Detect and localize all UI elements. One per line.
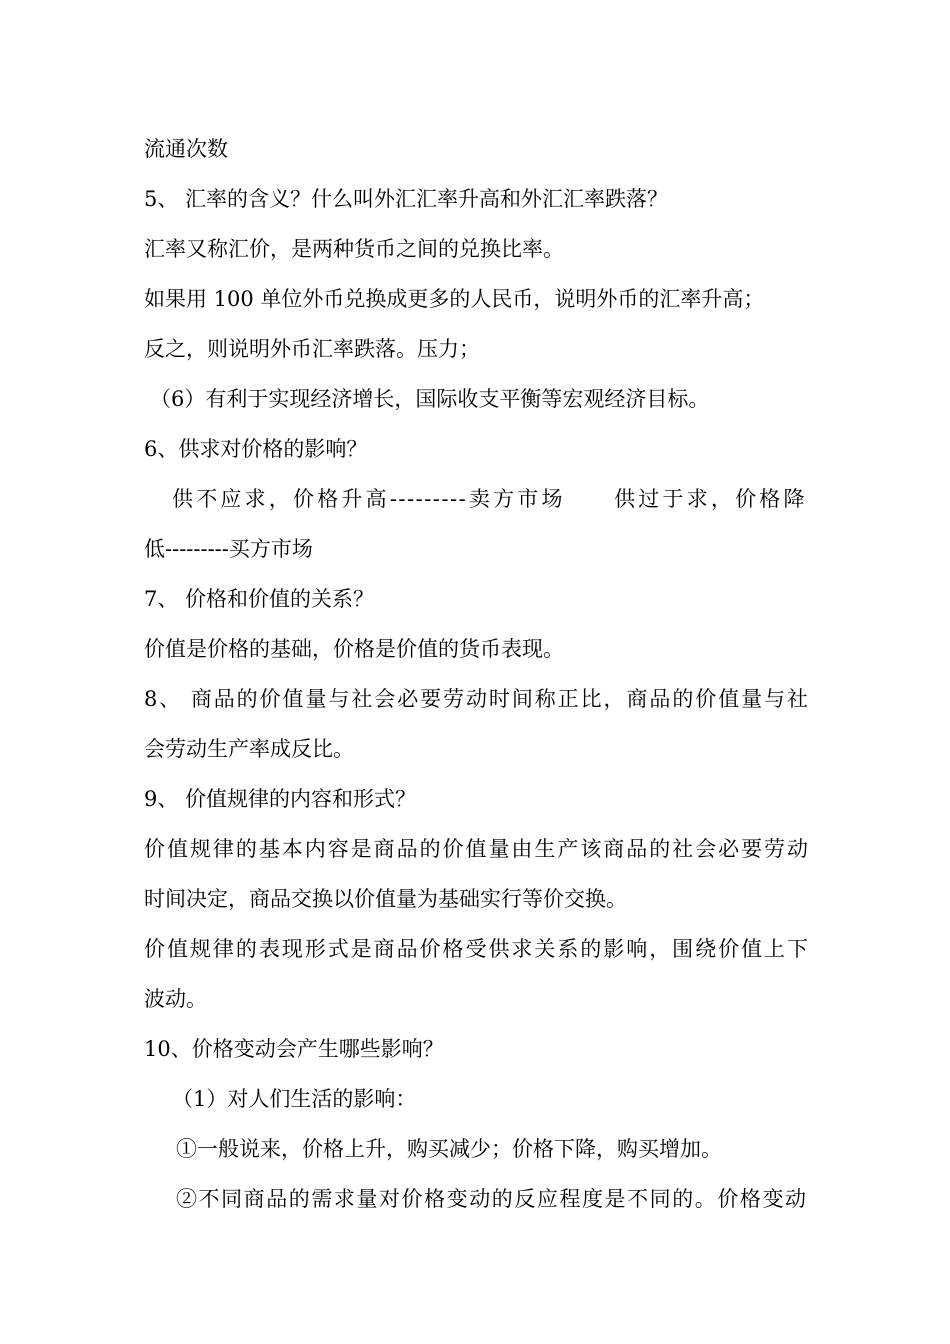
question-heading: 6、供求对价格的影响？: [144, 437, 368, 461]
text-line: 价值规律的基本内容是商品的价值量由生产该商品的社会必要劳动: [144, 837, 808, 861]
text-line: ②不同商品的需求量对价格变动的反应程度是不同的。价格变动: [176, 1187, 806, 1211]
text-line: ①一般说来，价格上升，购买减少；价格下降，购买增加。: [176, 1137, 722, 1161]
text-line: 反之，则说明外币汇率跌落。压力；: [144, 337, 480, 361]
text-line: 供不应求，价格升高---------卖方市场 供过于求，价格降: [172, 487, 806, 511]
text-line: 流通次数: [144, 137, 228, 161]
text-line: 8、 商品的价值量与社会必要劳动时间称正比，商品的价值量与社: [144, 687, 808, 711]
question-heading: 5、 汇率的含义？什么叫外汇汇率升高和外汇汇率跌落？: [144, 187, 669, 211]
text-line: 价值规律的表现形式是商品价格受供求关系的影响，围绕价值上下: [144, 937, 808, 961]
question-heading: 9、 价值规律的内容和形式？: [144, 787, 417, 811]
question-heading: 7、 价格和价值的关系？: [144, 587, 375, 611]
text-line: （1）对人们生活的影响：: [172, 1087, 417, 1111]
question-heading: 10、价格变动会产生哪些影响？: [144, 1037, 444, 1061]
text-line: 低---------买方市场: [144, 537, 313, 561]
text-line: 如果用 100 单位外币兑换成更多的人民币，说明外币的汇率升高；: [144, 287, 765, 311]
text-line: 汇率又称汇价，是两种货币之间的兑换比率。: [144, 237, 564, 261]
text-line: 时间决定，商品交换以价值量为基础实行等价交换。: [144, 887, 627, 911]
text-line: 会劳动生产率成反比。: [144, 737, 354, 761]
text-line: 价值是价格的基础，价格是价值的货币表现。: [144, 637, 564, 661]
text-line: （6）有利于实现经济增长，国际收支平衡等宏观经济目标。: [150, 387, 710, 411]
text-line: 波动。: [144, 987, 207, 1011]
